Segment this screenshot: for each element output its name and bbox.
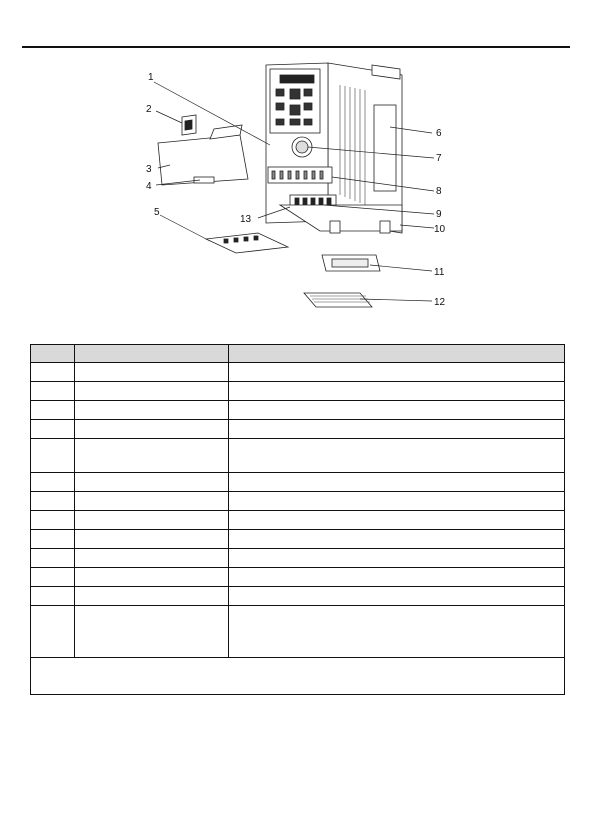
cell-no <box>31 401 75 420</box>
callout-2: 2 <box>146 104 152 115</box>
cell-no <box>31 511 75 530</box>
callout-12: 12 <box>434 297 446 308</box>
cell-no <box>31 530 75 549</box>
nameplate <box>374 105 396 191</box>
cell-no <box>31 473 75 492</box>
cell-description <box>229 587 565 606</box>
cell-name <box>75 382 229 401</box>
cell-description <box>229 401 565 420</box>
cell-name <box>75 439 229 473</box>
cell-no <box>31 587 75 606</box>
table-row <box>31 439 565 473</box>
cell-description <box>229 382 565 401</box>
cell-name <box>75 530 229 549</box>
cell-name <box>75 401 229 420</box>
table-note <box>31 658 565 695</box>
table-row <box>31 549 565 568</box>
table-row <box>31 473 565 492</box>
cell-no <box>31 363 75 382</box>
callout-8: 8 <box>436 186 442 197</box>
callout-11: 11 <box>434 267 445 278</box>
cell-no <box>31 549 75 568</box>
cell-description <box>229 363 565 382</box>
cell-name <box>75 606 229 658</box>
table-row <box>31 606 565 658</box>
cell-description <box>229 420 565 439</box>
header-name <box>75 345 229 363</box>
table-row <box>31 382 565 401</box>
cell-name <box>75 473 229 492</box>
cell-no <box>31 382 75 401</box>
cell-name <box>75 568 229 587</box>
header-no <box>31 345 75 363</box>
callout-5: 5 <box>154 207 160 218</box>
cell-no <box>31 439 75 473</box>
table-row <box>31 492 565 511</box>
cell-name <box>75 492 229 511</box>
callout-10: 10 <box>434 224 446 235</box>
cell-name <box>75 420 229 439</box>
cable-plate <box>206 233 288 253</box>
cell-no <box>31 606 75 658</box>
callout-13: 13 <box>240 214 252 225</box>
callout-9: 9 <box>436 209 442 220</box>
cell-no <box>31 420 75 439</box>
callout-6: 6 <box>436 128 442 139</box>
table-row <box>31 401 565 420</box>
callout-1: 1 <box>148 72 154 83</box>
table-row <box>31 363 565 382</box>
cell-description <box>229 473 565 492</box>
header-description <box>229 345 565 363</box>
table-row <box>31 587 565 606</box>
table-row <box>31 511 565 530</box>
exploded-view-figure <box>140 55 460 317</box>
cell-no <box>31 492 75 511</box>
header-rule <box>22 46 570 48</box>
cell-description <box>229 511 565 530</box>
cell-no <box>31 568 75 587</box>
cell-name <box>75 587 229 606</box>
cell-description <box>229 549 565 568</box>
cell-name <box>75 549 229 568</box>
exploded-view-drawing <box>140 55 460 317</box>
table-row <box>31 530 565 549</box>
cell-description <box>229 439 565 473</box>
table-note-row <box>31 658 565 695</box>
cell-description <box>229 568 565 587</box>
cell-description <box>229 530 565 549</box>
callout-4: 4 <box>146 181 152 192</box>
callout-7: 7 <box>436 153 442 164</box>
parts-table <box>30 344 565 695</box>
cell-description <box>229 606 565 658</box>
table-row <box>31 568 565 587</box>
cell-description <box>229 492 565 511</box>
callout-3: 3 <box>146 164 152 175</box>
cell-name <box>75 363 229 382</box>
cell-name <box>75 511 229 530</box>
table-header-row <box>31 345 565 363</box>
fan-cover <box>304 293 372 307</box>
table-row <box>31 420 565 439</box>
